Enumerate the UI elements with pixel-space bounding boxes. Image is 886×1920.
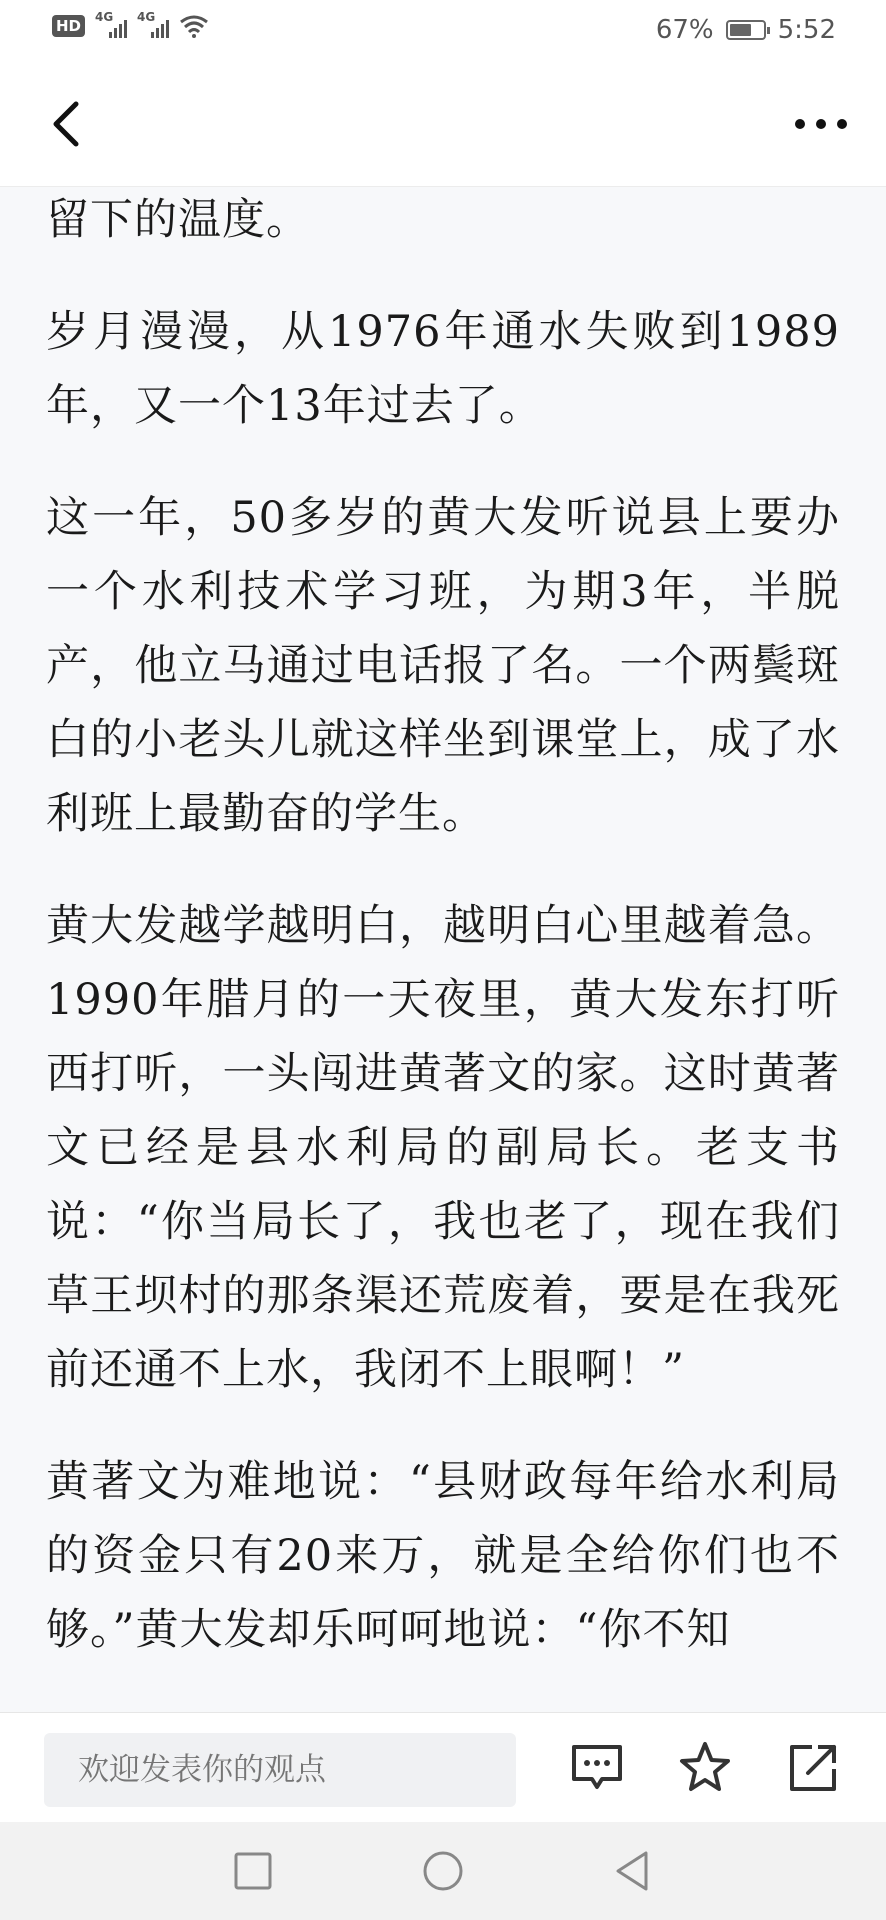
recent-apps-icon: [228, 1846, 278, 1896]
bottom-action-bar: [0, 1712, 886, 1823]
system-nav-bar: [0, 1822, 886, 1920]
comment-icon: [568, 1739, 626, 1797]
battery-icon: [726, 20, 766, 40]
status-bar: [0, 0, 886, 60]
home-icon: [418, 1846, 468, 1896]
article-paragraph: 留下的温度。: [46, 195, 310, 245]
signal-sim2-icon: [137, 10, 169, 38]
home-button[interactable]: [418, 1846, 468, 1896]
hd-voice-icon: HD: [52, 15, 85, 37]
star-icon: [676, 1739, 734, 1797]
article-paragraph: 黄大发越学越明白，越明白心里越着急。1990年腊月的一天夜里，黄大发东打听西打听，一头闯进黄著文的家。这时黄著文已经是县水利局的副局长。老支书说：“你当局长了，我也老了，现在我们草王坝村的那条渠还荒废着，要是在我死前还通不上水，我闭不上眼啊！”: [46, 901, 840, 1395]
more-options-button[interactable]: [786, 94, 856, 154]
signal-sim1-icon: [95, 10, 127, 38]
share-icon: [784, 1739, 842, 1797]
favorite-button[interactable]: [676, 1739, 734, 1797]
back-button[interactable]: [40, 94, 100, 154]
recent-apps-button[interactable]: [228, 1846, 278, 1896]
sim2-network-label: 4G: [137, 10, 156, 24]
article-paragraph: 岁月漫漫，从1976年通水失败到1989年，又一个13年过去了。: [46, 307, 840, 431]
back-nav-button[interactable]: [608, 1846, 658, 1896]
status-right: [656, 15, 836, 45]
more-horizontal-icon: [786, 94, 856, 154]
sim1-network-label: 4G: [95, 10, 114, 24]
article-body: [0, 187, 886, 1667]
battery-percent: 67%: [655, 15, 714, 45]
clock: 5:52: [777, 15, 836, 45]
comment-button[interactable]: [568, 1739, 626, 1797]
share-button[interactable]: [784, 1739, 842, 1797]
article-paragraph: 黄著文为难地说：“县财政每年给水利局的资金只有20来万，就是全给你们也不够。”黄大发却乐呵呵地说：“你不知: [46, 1457, 840, 1655]
wifi-icon: [179, 14, 209, 38]
article-content[interactable]: [0, 187, 886, 1712]
status-left: [52, 10, 209, 38]
header: [0, 60, 886, 187]
comment-input[interactable]: [44, 1733, 516, 1807]
article-paragraph: 这一年，50多岁的黄大发听说县上要办一个水利技术学习班，为期3年，半脱产，他立马通过电话报了名。一个两鬓斑白的小老头儿就这样坐到课堂上，成了水利班上最勤奋的学生。: [46, 493, 840, 839]
chevron-left-icon: [40, 94, 100, 154]
back-triangle-icon: [608, 1846, 658, 1896]
